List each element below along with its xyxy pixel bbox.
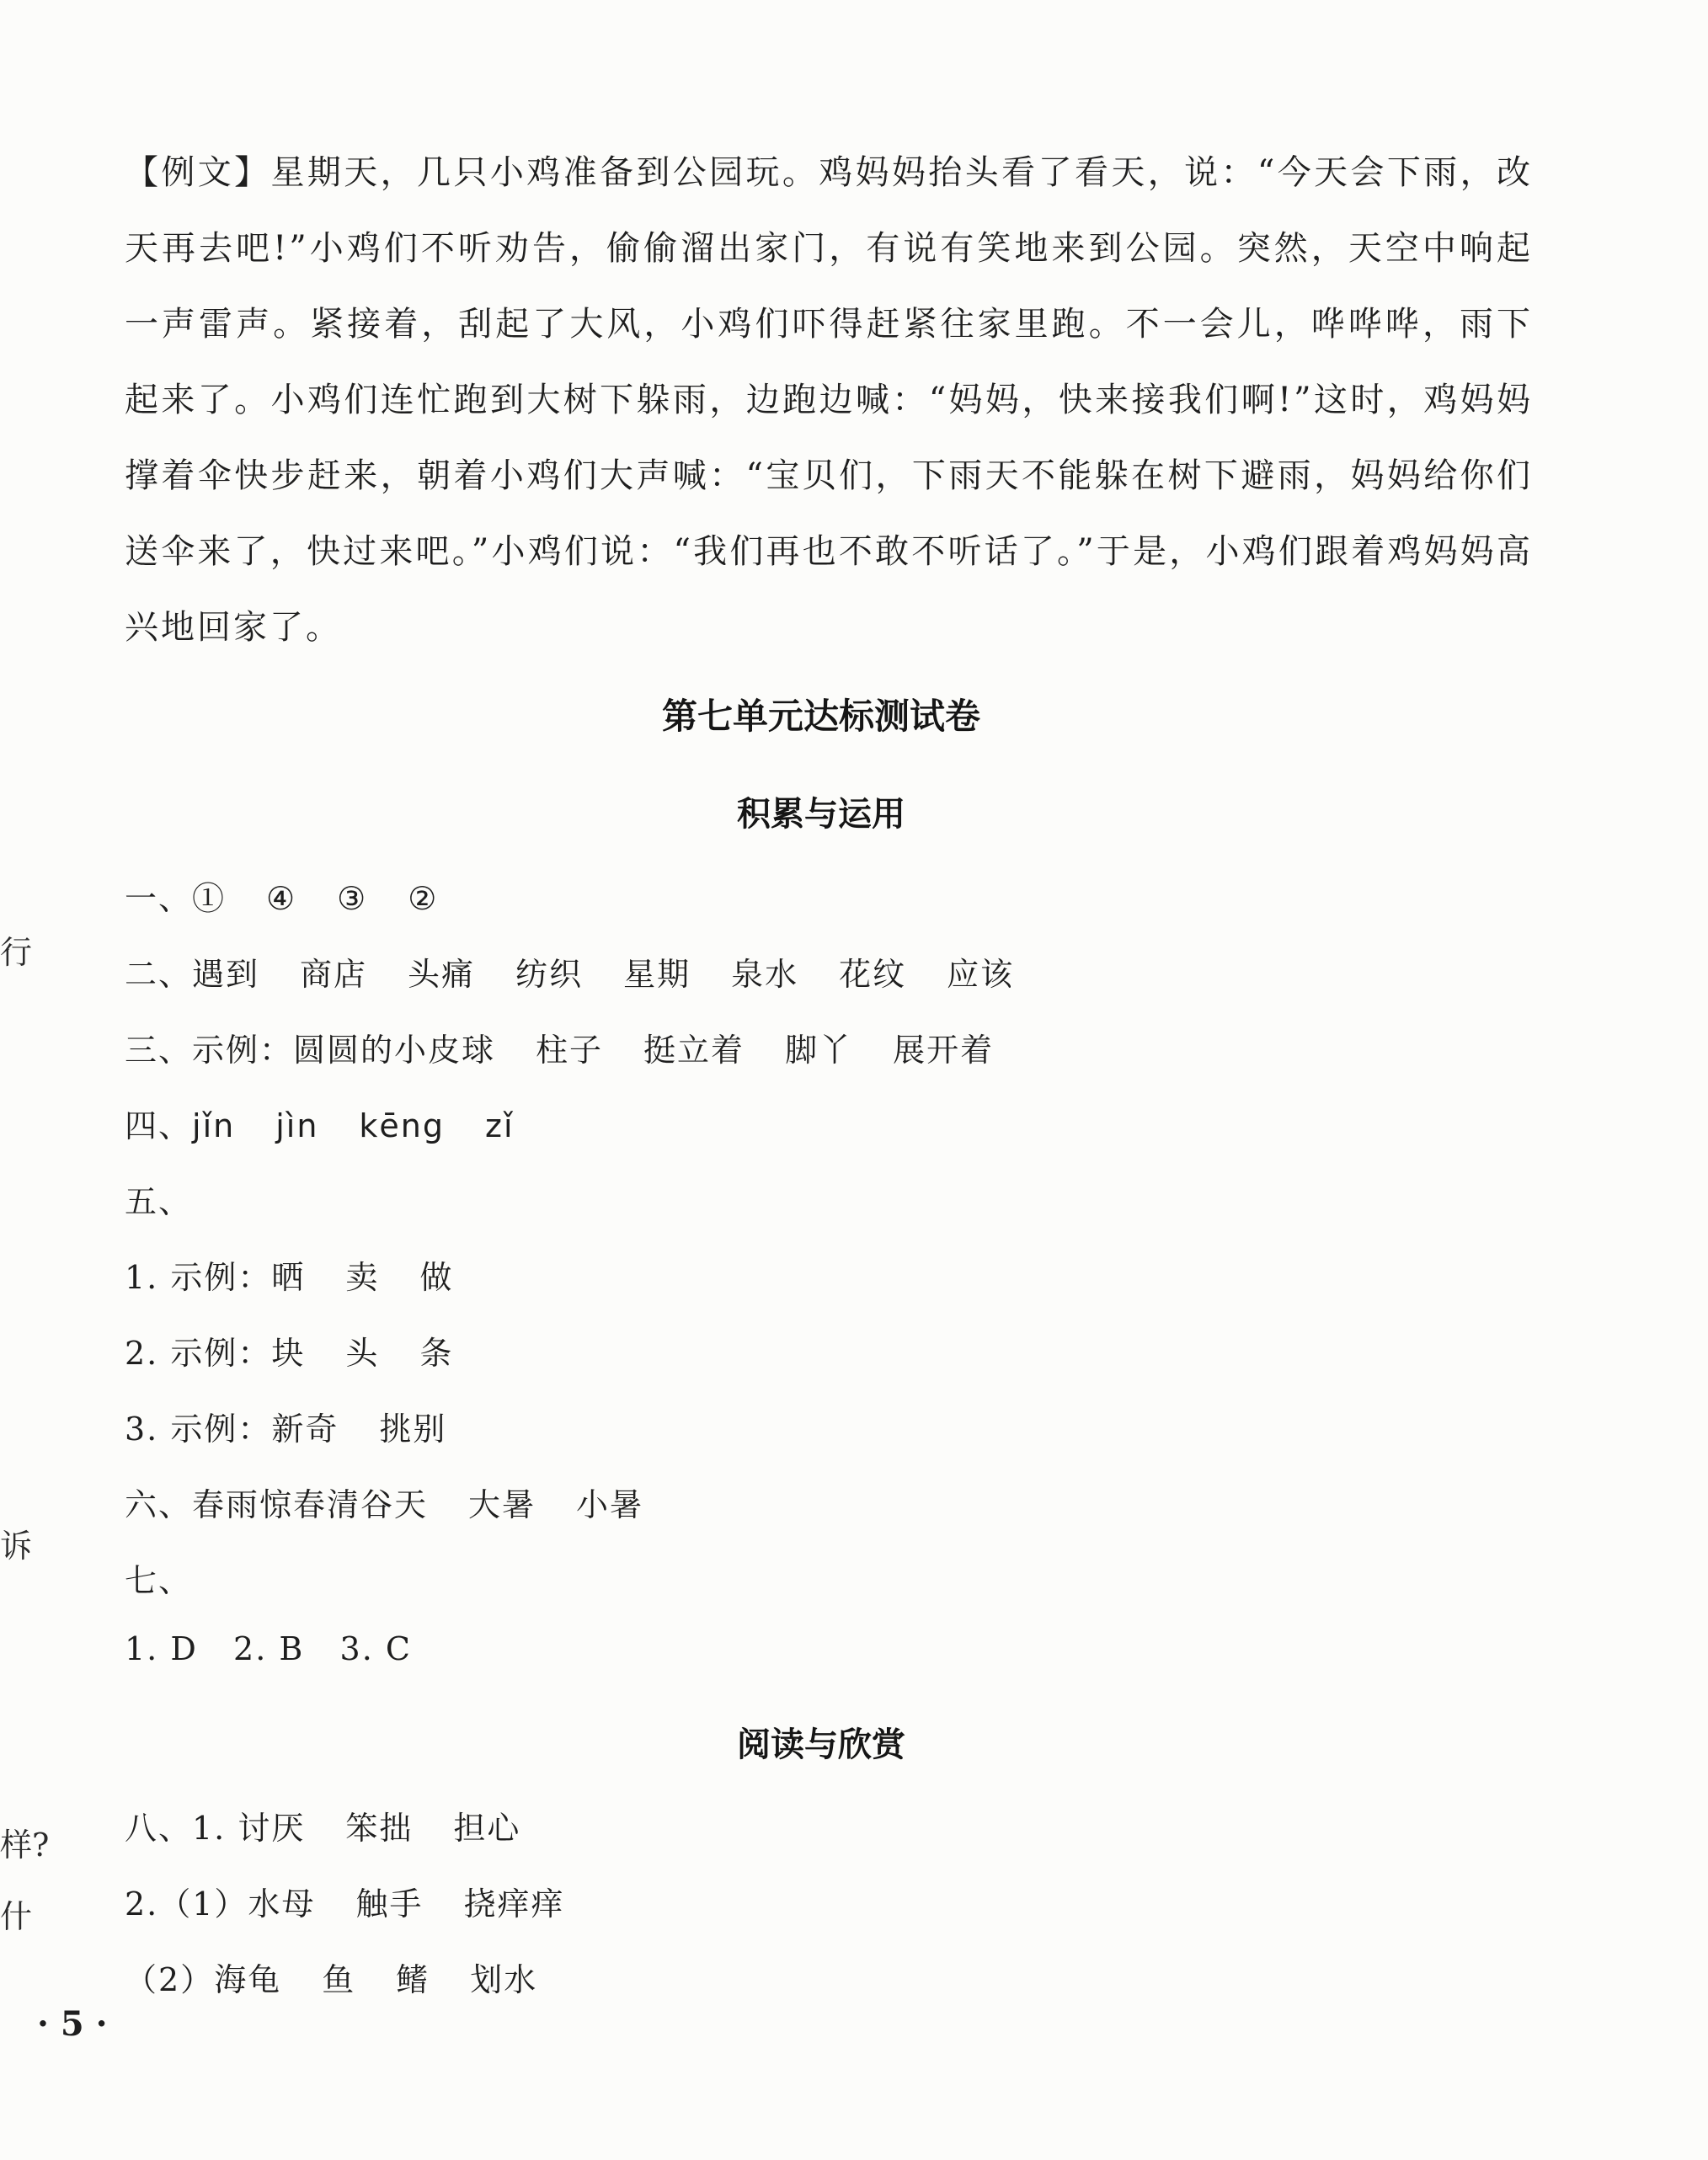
question-8-sub-2-1 [125,1878,564,1924]
answer-item: 花纹 [839,956,907,993]
answer-item: 挑别 [379,1411,447,1448]
answer-item: ④ [266,880,297,917]
question-7-answers: 1. D 2. B 3. C [125,1630,412,1667]
answer-item: 泉水 [731,956,799,993]
question-5 [125,1176,192,1222]
answer-item: 鱼 [322,1961,356,1998]
section-title-reading: 阅读与欣赏 [737,1725,905,1764]
answer-item: ② [408,880,439,917]
answer-item: 卖 [345,1259,380,1296]
question-8-sub-2-2 [125,1954,537,2000]
question-3 [125,1024,994,1070]
answer-item: 鳍 [396,1961,430,1998]
answer-item: 头痛 [408,956,476,993]
question-prefix: 五、 [125,1183,193,1220]
pinyin-item: kēng [359,1107,446,1144]
question-5-sub-2 [125,1327,453,1373]
margin-fragment: 样? [0,1827,50,1864]
example-label: 【例文】 [125,153,271,192]
question-4 [125,1100,515,1146]
test-title: 第七单元达标测试卷 [661,696,980,737]
margin-fragment: 行 [0,934,33,971]
question-8-sub-1 [125,1802,520,1848]
answer-item: 块 [271,1335,306,1372]
answer-item: 大暑 [468,1486,536,1523]
sub-prefix: 1. 示例： [125,1259,272,1296]
sub-prefix: （2） [125,1961,215,1998]
answer-item: 柱子 [536,1032,604,1069]
answer-item: 划水 [470,1961,538,1998]
example-paragraph [125,135,1533,665]
question-6 [125,1479,643,1525]
answer-item: 挺立着 [643,1032,745,1069]
answer-item: 条 [419,1335,454,1372]
pinyin-item: jǐn [192,1107,236,1144]
sub-prefix: 3. 示例： [125,1411,272,1448]
section-title-accumulation: 积累与运用 [737,795,905,834]
answer-item: 春雨惊春清谷天 [192,1486,429,1523]
answer-item: 海龟 [214,1961,282,1998]
question-5-sub-3 [125,1403,446,1449]
question-5-sub-1 [125,1251,453,1298]
answer-item: 展开着 [893,1032,995,1069]
answer-item: 星期 [623,956,691,993]
answer-item: 水母 [248,1885,316,1923]
answer-item: 做 [419,1259,454,1296]
sub-prefix: 2. 示例： [125,1335,272,1372]
margin-fragment: 什 [0,1898,33,1935]
question-7 [125,1555,192,1601]
answer-item: ① [192,880,227,917]
answer-item: 纺织 [515,956,584,993]
question-prefix: 四、 [125,1107,193,1144]
margin-fragment: 诉 [0,1528,33,1565]
answer-item: 笨拙 [345,1810,414,1847]
question-prefix: 六、 [125,1486,193,1523]
answer-item: 圆圆的小皮球 [293,1032,496,1069]
answer-item: 挠痒痒 [463,1885,565,1923]
answer-item: 晒 [271,1259,306,1296]
question-prefix: 七、 [125,1562,193,1599]
question-prefix: 八、1. [125,1810,238,1847]
pinyin-item: jìn [275,1107,319,1144]
question-prefix: 三、示例： [125,1032,294,1069]
answer-item: 担心 [453,1810,521,1847]
answer-item: 头 [345,1335,380,1372]
answer-item: 商店 [300,956,368,993]
answer-item: 讨厌 [238,1810,306,1847]
sub-prefix: 2.（1） [125,1885,248,1923]
page-number: · 5 · [37,2004,108,2044]
question-1 [125,872,438,919]
question-prefix: 二、 [125,956,193,993]
answer-item: 小暑 [576,1486,644,1523]
answer-item: 触手 [355,1885,424,1923]
question-prefix: 一、 [125,880,193,917]
answer-item: ③ [337,880,368,917]
pinyin-item: zǐ [485,1107,515,1144]
example-body: 星期天，几只小鸡准备到公园玩。鸡妈妈抬头看了看天，说：“今天会下雨，改天再去吧!”小鸡们不听劝告，偷偷溜出家门，有说有笑地来到公园。突然，天空中响起一声雷声。紧接着，刮起了大风，小鸡们吓得赶紧往家里跑。不一会儿，哗哗哗，雨下起来了。小鸡们连忙跑到大树下躲雨，边跑边喊：“妈妈，快来接我们啊!”这时，鸡妈妈撑着伞快步赶来，朝着小鸡们大声喊：“宝贝们，下雨天不能躲在树下避雨，妈妈给你们送伞来了，快过来吧。”小鸡们说：“我们再也不敢不听话了。”于是，小鸡们跟着鸡妈妈高兴地回家了。 [125,153,1533,647]
answer-item: 新奇 [271,1411,339,1448]
question-2 [125,948,1014,995]
answer-item: 遇到 [192,956,260,993]
answer-item: 应该 [947,956,1015,993]
answer-item: 脚丫 [785,1032,853,1069]
